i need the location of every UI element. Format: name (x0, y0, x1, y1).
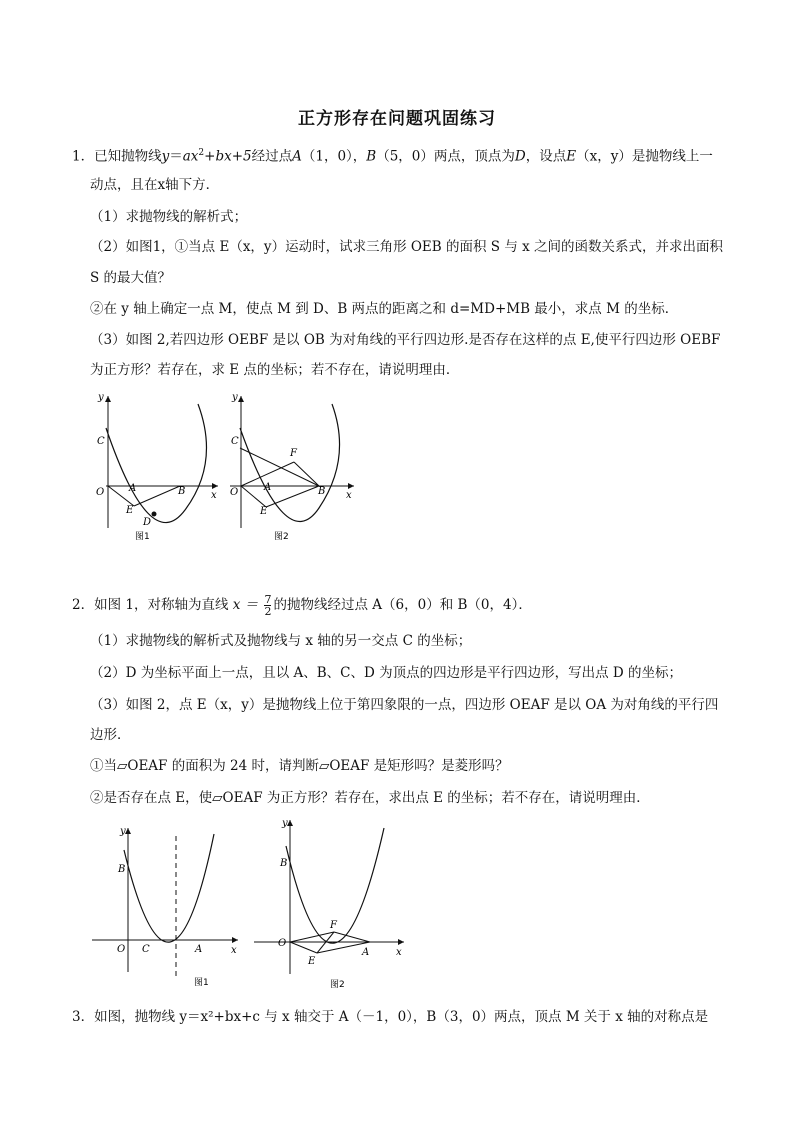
q1-eq-y: y (161, 148, 170, 165)
q2-part-3-line-1: （3）如图 2，点 E（x，y）是抛物线上位于第四象限的一点，四边形 OEAF 是以 OA 为对角线的平行四 (90, 697, 719, 713)
q1-eq-ax: ax (182, 148, 199, 165)
fig1-a-label: A (129, 483, 137, 494)
q1-part-1: （1）求抛物线的解析式； (90, 209, 248, 225)
q2-fig2-caption: 图2 (330, 980, 345, 990)
q1-line-2: 动点，且在x轴下方． (90, 177, 220, 193)
q2-fig1-y-label: y (120, 826, 126, 837)
fig2-caption: 图2 (274, 532, 289, 542)
q2-fig2-e-label: E (308, 956, 316, 967)
q2-fig1-caption: 图1 (194, 978, 209, 988)
q2-part-3-line-2: 边形． (90, 727, 131, 743)
fig2-e-label: E (260, 506, 268, 517)
fig1-y-label: y (98, 392, 104, 403)
q2-fig2-o-label: O (278, 938, 287, 949)
q3-number: 3． (72, 1009, 95, 1025)
fig2-y-label: y (232, 392, 238, 403)
fig2-a-label: A (264, 482, 272, 493)
q2-part-2: （2）D 为坐标平面上一点，且以 A、B、C、D 为顶点的四边形是平行四边形，写出点 D 的坐标； (90, 665, 683, 681)
q2-part-1: （1）求抛物线的解析式及抛物线与 x 轴的另一交点 C 的坐标； (90, 633, 472, 649)
q1-point-e: E (566, 148, 577, 165)
q2-fig2-f-label: F (330, 920, 337, 931)
q3-text: 如图，抛物线 y＝x²+bx+c 与 x 轴交于 A（－1，0），B（3，0）两点，顶点 M 关于 x 轴的对称点是 (94, 1009, 709, 1025)
fig1-c-label: C (97, 436, 105, 447)
fig1-e-label: E (126, 505, 134, 516)
q1-number: 1． (72, 148, 95, 165)
q1-text-c: ，设点 (525, 148, 567, 165)
q2-fig1-o-label: O (117, 944, 126, 955)
fig2-f-label: F (290, 448, 297, 459)
q1-eq-eq: ＝ (169, 148, 183, 165)
q2-line-1 (72, 592, 532, 618)
q1-part-2-sub-2: ②在 y 轴上确定一点 M，使点 M 到 D、B 两点的距离之和 d=MD+MB 最小，求点 M 的坐标． (90, 301, 679, 317)
fig1-caption: 图1 (135, 532, 150, 542)
q1-point-a-coord: （1，0）， (301, 148, 367, 165)
q2-sub-2: ②是否存在点 E，使▱OEAF 为正方形？若存在，求出点 E 的坐标；若不存在，请说明理由． (90, 790, 650, 806)
fig2-b-label: B (318, 486, 326, 497)
q2-figure-1 (88, 822, 243, 994)
fig1-x-label: x (211, 490, 217, 501)
q2-eq-x: x ＝ (232, 597, 259, 613)
q3-line-1 (72, 1008, 708, 1026)
fig1-o-label: O (96, 487, 105, 498)
q2-fig2-b-label: B (280, 858, 288, 869)
q1-point-a: A (292, 148, 302, 165)
q1-line-1 (72, 144, 713, 166)
page-title: 正方形存在问题巩固练习 (298, 109, 496, 129)
q1-point-b-coord: （5，0）两点，顶点为 (376, 148, 515, 165)
q2-text-b: 的抛物线经过点 A（6，0）和 B（0，4）． (273, 597, 532, 613)
q2-figure-2 (250, 814, 410, 994)
q2-text-a: 如图 1，对称轴为直线 (94, 597, 229, 613)
q2-frac-den: 2 (264, 605, 272, 618)
q1-text-a: 已知抛物线 (94, 148, 162, 165)
q1-figure-1 (88, 390, 223, 550)
q2-frac-num: 7 (264, 593, 272, 606)
q1-point-e-coord: （x，y）是抛物线上一 (576, 148, 713, 165)
q1-part-3-line-1: （3）如图 2,若四边形 OEBF 是以 OB 为对角线的平行四边形.是否存在这样的点 E,使平行四边形 OEBF (90, 332, 721, 348)
q2-fig2-x-label: x (396, 947, 402, 958)
q1-point-d: D (514, 148, 526, 165)
q2-fig1-a-label: A (195, 944, 203, 955)
q1-point-b: B (366, 148, 377, 165)
q2-sub-1: ①当▱OEAF 的面积为 24 时，请判断▱OEAF 是矩形吗？是菱形吗？ (90, 758, 509, 774)
q1-part-2-line-1: （2）如图1，①当点 E（x，y）运动时，试求三角形 OEB 的面积 S 与 x 之间的函数关系式，并求出面积 (90, 239, 724, 255)
fig2-o-label: O (230, 487, 239, 498)
fig1-b-label: B (178, 486, 186, 497)
q1-text-b: 经过点 (251, 148, 293, 165)
fig2-c-label: C (231, 436, 239, 447)
q1-figure-2 (226, 390, 358, 550)
q2-fraction (264, 594, 271, 617)
q2-fig1-b-label: B (118, 864, 126, 875)
q1-eq-rest: +bx+5 (204, 148, 252, 165)
q2-fig1-c-label: C (142, 944, 150, 955)
q2-fig1-x-label: x (231, 945, 237, 956)
q1-eq-sup: 2 (198, 148, 205, 158)
q2-fig2-y-label: y (282, 818, 288, 829)
fig1-d-label: D (143, 517, 152, 528)
q1-part-2-line-2: S 的最大值？ (90, 270, 172, 286)
q1-part-3-line-2: 为正方形？若存在，求 E 点的坐标；若不存在，请说明理由． (90, 362, 460, 378)
q2-number: 2． (72, 597, 95, 613)
q2-fig2-a-label: A (362, 947, 370, 958)
fig2-x-label: x (346, 490, 352, 501)
